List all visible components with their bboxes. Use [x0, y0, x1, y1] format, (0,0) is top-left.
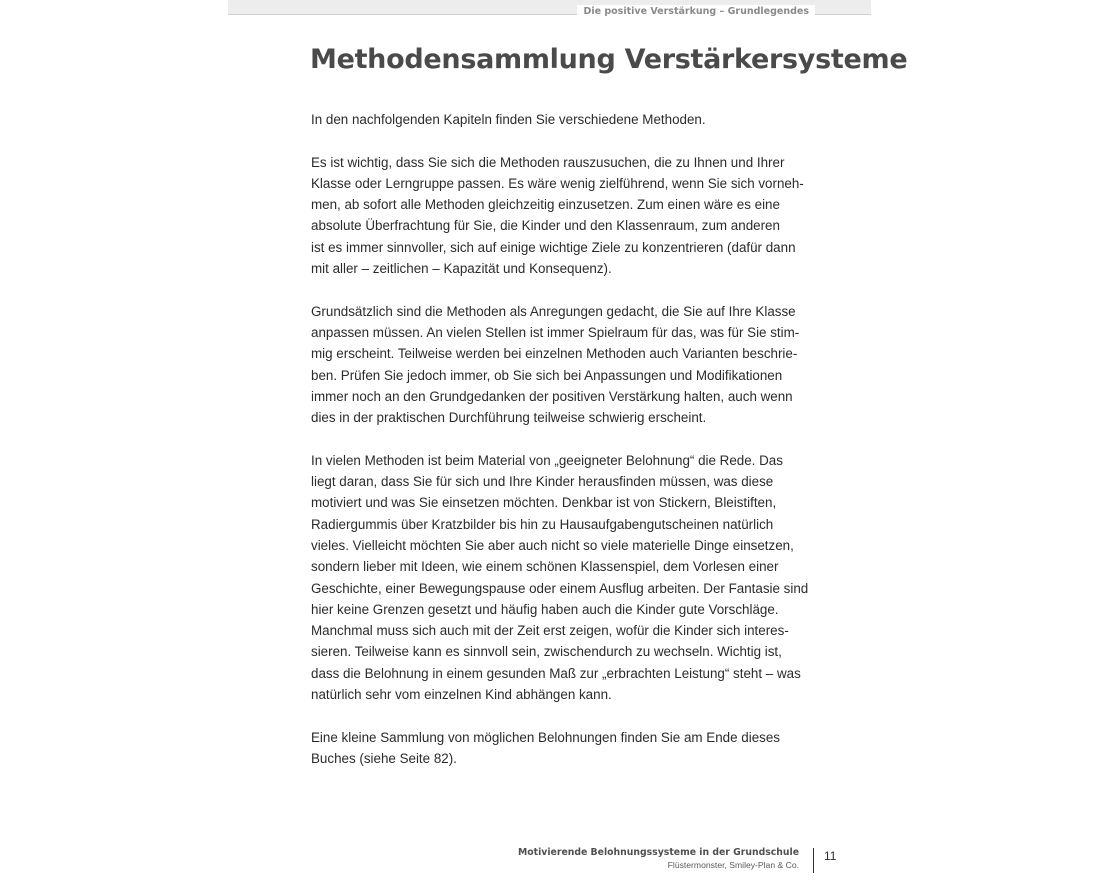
- text-line: absolute Überfrachtung für Sie, die Kinder und den Klassenraum, zum anderen: [311, 218, 780, 234]
- text-line: dass die Belohnung in einem gesunden Maß zur „erbrachten Leistung“ steht – was: [311, 665, 801, 681]
- text-line: ist es immer sinnvoller, sich auf einige wichtige Ziele zu konzentrieren (dafür dann: [311, 239, 796, 255]
- page-title: Methodensammlung Verstärkersysteme: [310, 44, 908, 75]
- text-line: vieles. Vielleicht möchten Sie aber auch nicht so viele materielle Dinge einsetzen,: [311, 537, 794, 553]
- footer-subtitle: Flüstermonster, Smiley-Plan & Co.: [667, 860, 799, 870]
- text-line: men, ab sofort alle Methoden gleichzeitig einzusetzen. Zum einen wäre es eine: [311, 197, 780, 213]
- text-line: Radiergummis über Kratzbilder bis hin zu Hausaufgabengutscheinen natürlich: [311, 516, 774, 532]
- text-line: Klasse oder Lerngruppe passen. Es wäre wenig zielführend, wenn Sie sich vorneh-: [311, 175, 804, 191]
- text-line: liegt daran, dass Sie für sich und Ihre Kinder herausfinden müssen, was diese: [311, 474, 774, 490]
- text-line: In vielen Methoden ist beim Material von „geeigneter Belohnung“ die Rede. Das: [311, 452, 783, 468]
- text-line: Eine kleine Sammlung von möglichen Belohnungen finden Sie am Ende dieses: [311, 729, 780, 745]
- text-line: sondern lieber mit Ideen, wie einem schönen Klassenspiel, dem Vorlesen einer: [311, 559, 779, 575]
- text-line: hier keine Grenzen gesetzt und häufig haben auch die Kinder gute Vorschläge.: [311, 601, 779, 617]
- paragraph-reward-collection: [311, 727, 811, 770]
- running-header: Die positive Verstärkung – Grundlegendes: [577, 5, 815, 19]
- page-number: 11: [824, 849, 837, 863]
- text-line: In den nachfolgenden Kapiteln finden Sie verschiedene Methoden.: [311, 112, 706, 127]
- text-line: Es ist wichtig, dass Sie sich die Methoden rauszusuchen, die zu Ihnen und Ihrer: [311, 154, 785, 170]
- text-line: Grundsätzlich sind die Methoden als Anregungen gedacht, die Sie auf Ihre Klasse: [311, 303, 796, 319]
- text-line: sieren. Teilweise kann es sinnvoll sein, zwischendurch zu wechseln. Wichtig ist,: [311, 644, 782, 660]
- text-line: ben. Prüfen Sie jedoch immer, ob Sie sich bei Anpassungen und Modifikationen: [311, 367, 783, 383]
- text-line: dies in der praktischen Durchführung teilweise schwierig erscheint.: [311, 410, 707, 426]
- text-line: motiviert und was Sie einsetzen möchten. Denkbar ist von Stickern, Bleistiften,: [311, 495, 777, 511]
- text-line: Geschichte, einer Bewegungspause oder einem Ausflug arbeiten. Der Fantasie sind: [311, 580, 809, 596]
- paragraph-method-selection: [311, 152, 811, 280]
- page-footer: [518, 846, 799, 871]
- document-page: [228, 0, 908, 880]
- text-line: natürlich sehr vom einzelnen Kind abhängen kann.: [311, 687, 612, 703]
- text-line: immer noch an den Grundgedanken der positiven Verstärkung halten, auch wenn: [311, 388, 793, 404]
- paragraph-adaptation: [311, 301, 811, 429]
- text-line: mig erscheint. Teilweise werden bei einzelnen Methoden auch Varianten beschrie-: [311, 346, 798, 362]
- paragraph-intro: [311, 109, 811, 130]
- footer-book-title: Motivierende Belohnungssysteme in der Grundschule: [518, 847, 799, 858]
- body-text: [311, 109, 811, 791]
- text-line: mit aller – zeitlichen – Kapazität und Konsequenz).: [311, 261, 612, 277]
- footer-divider: [813, 848, 814, 873]
- text-line: Buches (siehe Seite 82).: [311, 750, 457, 766]
- paragraph-rewards: [311, 450, 811, 706]
- text-line: Manchmal muss sich auch mit der Zeit erst zeigen, wofür die Kinder sich interes-: [311, 623, 789, 639]
- text-line: anpassen müssen. An vielen Stellen ist immer Spielraum für das, was für Sie stim-: [311, 324, 800, 340]
